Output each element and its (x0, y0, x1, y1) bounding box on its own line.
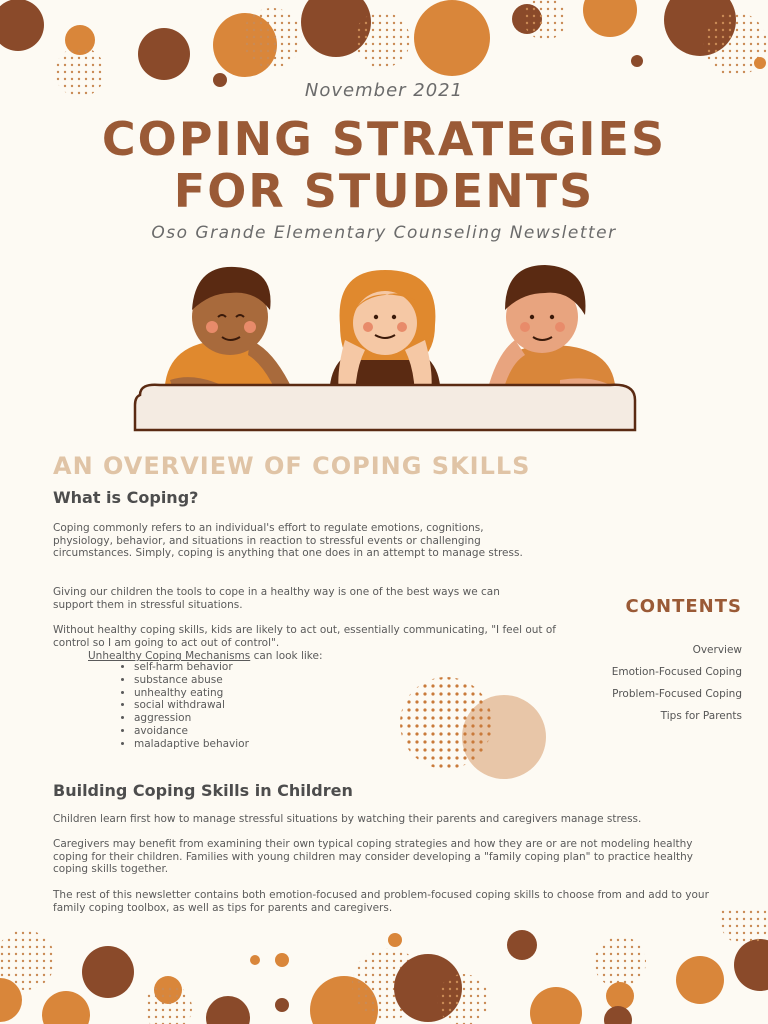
contents-link-problem-focused[interactable]: Problem-Focused Coping (612, 688, 742, 700)
contents-heading: CONTENTS (625, 596, 742, 617)
contents-link-emotion-focused[interactable]: Emotion-Focused Coping (611, 666, 742, 678)
title-line-2: FOR STUDENTS (173, 164, 595, 218)
contents-nav (542, 643, 742, 731)
newsletter-date: November 2021 (304, 80, 464, 101)
list-item: • substance abuse (134, 674, 249, 687)
building-paragraph-2: Caregivers may benefit from examining their own typical coping strategies and how they are or are not modeling healthy coping for their children. Families with young children may consider developing a "family coping plan" to practice healthy coping skills together. (53, 838, 693, 875)
acting-out-paragraph: Without healthy coping skills, kids are likely to act out, essentially communicating, "I feel out of control so I am going to act out of control". (53, 624, 556, 649)
list-item: • unhealthy eating (134, 687, 249, 700)
decorative-circles-middle (398, 675, 558, 785)
coping-tools-paragraph: Giving our children the tools to cope in a healthy way is one of the best ways we can support them in stressful situations. (53, 586, 500, 611)
unhealthy-mechanisms-list (116, 661, 249, 751)
unhealthy-coping-link[interactable]: Unhealthy Coping Mechanisms (88, 650, 251, 662)
title-line-1: COPING STRATEGIES (101, 112, 667, 166)
contents-link-tips-parents[interactable]: Tips for Parents (660, 710, 742, 722)
contents-link-overview[interactable]: Overview (692, 644, 742, 656)
mechanisms-suffix: can look like: (250, 650, 323, 662)
child-middle (330, 270, 440, 400)
what-is-coping-heading: What is Coping? (53, 488, 199, 507)
overview-heading: AN OVERVIEW OF COPING SKILLS (53, 452, 531, 480)
list-item: • aggression (134, 712, 249, 725)
child-right (485, 265, 615, 403)
newsletter-subtitle: Oso Grande Elementary Counseling Newsletter (151, 223, 617, 243)
children-illustration (130, 255, 640, 435)
list-item: • maladaptive behavior (134, 738, 249, 751)
list-item: • social withdrawal (134, 699, 249, 712)
building-paragraph-3: The rest of this newsletter contains both emotion-focused and problem-focused coping skills to choose from and add to your family coping toolbox, as well as tips for parents and caregivers. (53, 889, 709, 914)
list-item: • avoidance (134, 725, 249, 738)
page-title (0, 113, 768, 217)
list-item: • self-harm behavior (134, 661, 249, 674)
coping-definition-paragraph: Coping commonly refers to an individual's effort to regulate emotions, cognitions, physiology, behavior, and situations in reaction to stressful events or challenging circumstances. Simply, coping is anything that one does in an attempt to manage stress. (53, 522, 523, 559)
decorative-dots-bottom (0, 910, 768, 1024)
building-skills-heading: Building Coping Skills in Children (53, 781, 353, 800)
building-paragraph-1: Children learn first how to manage stressful situations by watching their parents and caregivers manage stress. (53, 813, 642, 825)
